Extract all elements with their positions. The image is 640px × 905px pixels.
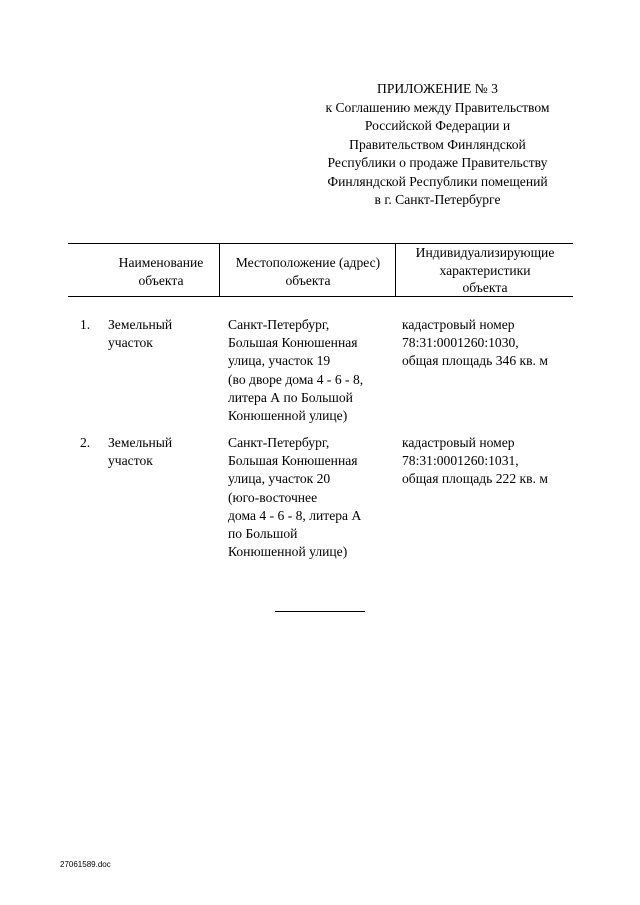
column-header-characteristics: Индивидуализирующие характеристики объекта — [415, 245, 555, 295]
row-number: 1. — [80, 317, 91, 332]
appendix-line: Российской Федерации и — [364, 118, 511, 133]
object-name: Земельный участок — [108, 435, 173, 469]
appendix-line: Правительством Финляндской — [349, 136, 526, 152]
column-divider — [219, 243, 220, 296]
appendix-line: к Соглашению между Правительством — [325, 99, 550, 115]
column-header-name: Наименование объекта — [118, 255, 204, 288]
appendix-line: Финляндской Республики помещений — [327, 173, 548, 189]
file-code: 27061589.doc — [60, 860, 111, 869]
object-characteristics: кадастровый номер 78:31:0001260:1031, общая площадь 222 кв. м — [402, 435, 548, 487]
object-address: Санкт-Петербург, Большая Конюшенная улица, участок 19 (во дворе дома 4 - 6 - 8, литера А по Большой Конюшенной улице) — [228, 317, 364, 424]
row-number: 2. — [80, 435, 91, 450]
appendix-line: Республики о продаже Правительству — [327, 155, 548, 170]
appendix-line: в г. Санкт-Петербурге — [374, 192, 501, 207]
appendix-header — [300, 80, 575, 210]
column-header-address: Местоположение (адрес) объекта — [235, 255, 381, 288]
column-divider — [395, 243, 396, 296]
object-name: Земельный участок — [108, 317, 173, 351]
appendix-title: ПРИЛОЖЕНИЕ № 3 — [377, 81, 498, 96]
object-address: Санкт-Петербург, Большая Конюшенная улица, участок 20 (юго-восточнее дома 4 - 6 - 8, литера А по Большой Конюшенной улице) — [228, 435, 362, 560]
object-characteristics: кадастровый номер 78:31:0001260:1030, общая площадь 346 кв. м — [402, 317, 548, 369]
end-of-document-rule — [275, 611, 365, 612]
